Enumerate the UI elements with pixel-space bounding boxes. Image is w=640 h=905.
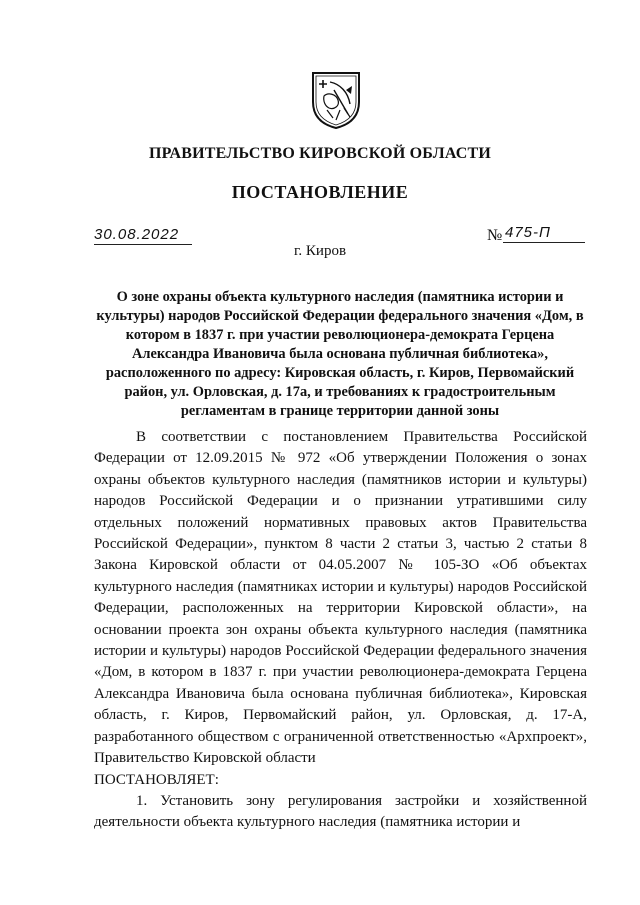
document-city: г. Киров bbox=[293, 243, 347, 259]
document-title: О зоне охраны объекта культурного наследия (памятника истории и культуры) народов Российской Федерации федерального значения «Дом, в котором в 1837 г. при участии революционера-демократа Герцена Александра Ивановича была основана публичная библиотека», расположенного по адресу: Кировская область, г. Киров, Первомайский район, ул. Орловская, д. 17а, и требованиях к градостроительным регламентам в границе территории данной зоны bbox=[96, 289, 584, 419]
document-number-label: № bbox=[487, 227, 503, 244]
document-number: 475-П bbox=[503, 224, 585, 243]
kirov-oblast-coat-of-arms-icon bbox=[310, 70, 362, 130]
document-type: ПОСТАНОВЛЕНИЕ bbox=[231, 182, 409, 202]
document-date: 30.08.2022 bbox=[94, 226, 192, 245]
resolve-statement: ПОСТАНОВЛЯЕТ: bbox=[94, 771, 219, 788]
clause-1-paragraph: 1. Установить зону регулирования застройки и хозяйственной деятельности объекта культурного наследия (памятника истории и bbox=[94, 792, 587, 831]
document-body bbox=[94, 427, 587, 834]
preamble-paragraph: В соответствии с постановлением Правительства Российской Федерации от 12.09.2015 № 972 «Об утверждении Положения о зонах охраны объектов культурного наследия (памятников истории и культуры) народов Российской Федерации и о признании утратившими силу отдельных положений нормативных правовых актов Правительства Российской Федерации», пунктом 8 части 2 статьи 3, частью 2 статьи 8 Закона Кировской области от 04.05.2007 № 105-ЗО «Об объектах культурного наследия (памятниках истории и культуры) народов Российской Федерации, расположенных на территории Кировской области», на основании проекта зон охраны объекта культурного наследия (памятника истории и культуры) народов Российской Федерации федерального значения «Дом, в котором в 1837 г. при участии революционера-демократа Герцена Александра Ивановича была основана публичная библиотека», Кировская область, г. Киров, Первомайский район, ул. Орловская, д. 17-А, разработанного обществом с ограниченной ответственностью «Архпроект», Правительство Кировской области bbox=[94, 429, 587, 767]
organization-name: ПРАВИТЕЛЬСТВО КИРОВСКОЙ ОБЛАСТИ bbox=[148, 145, 492, 162]
